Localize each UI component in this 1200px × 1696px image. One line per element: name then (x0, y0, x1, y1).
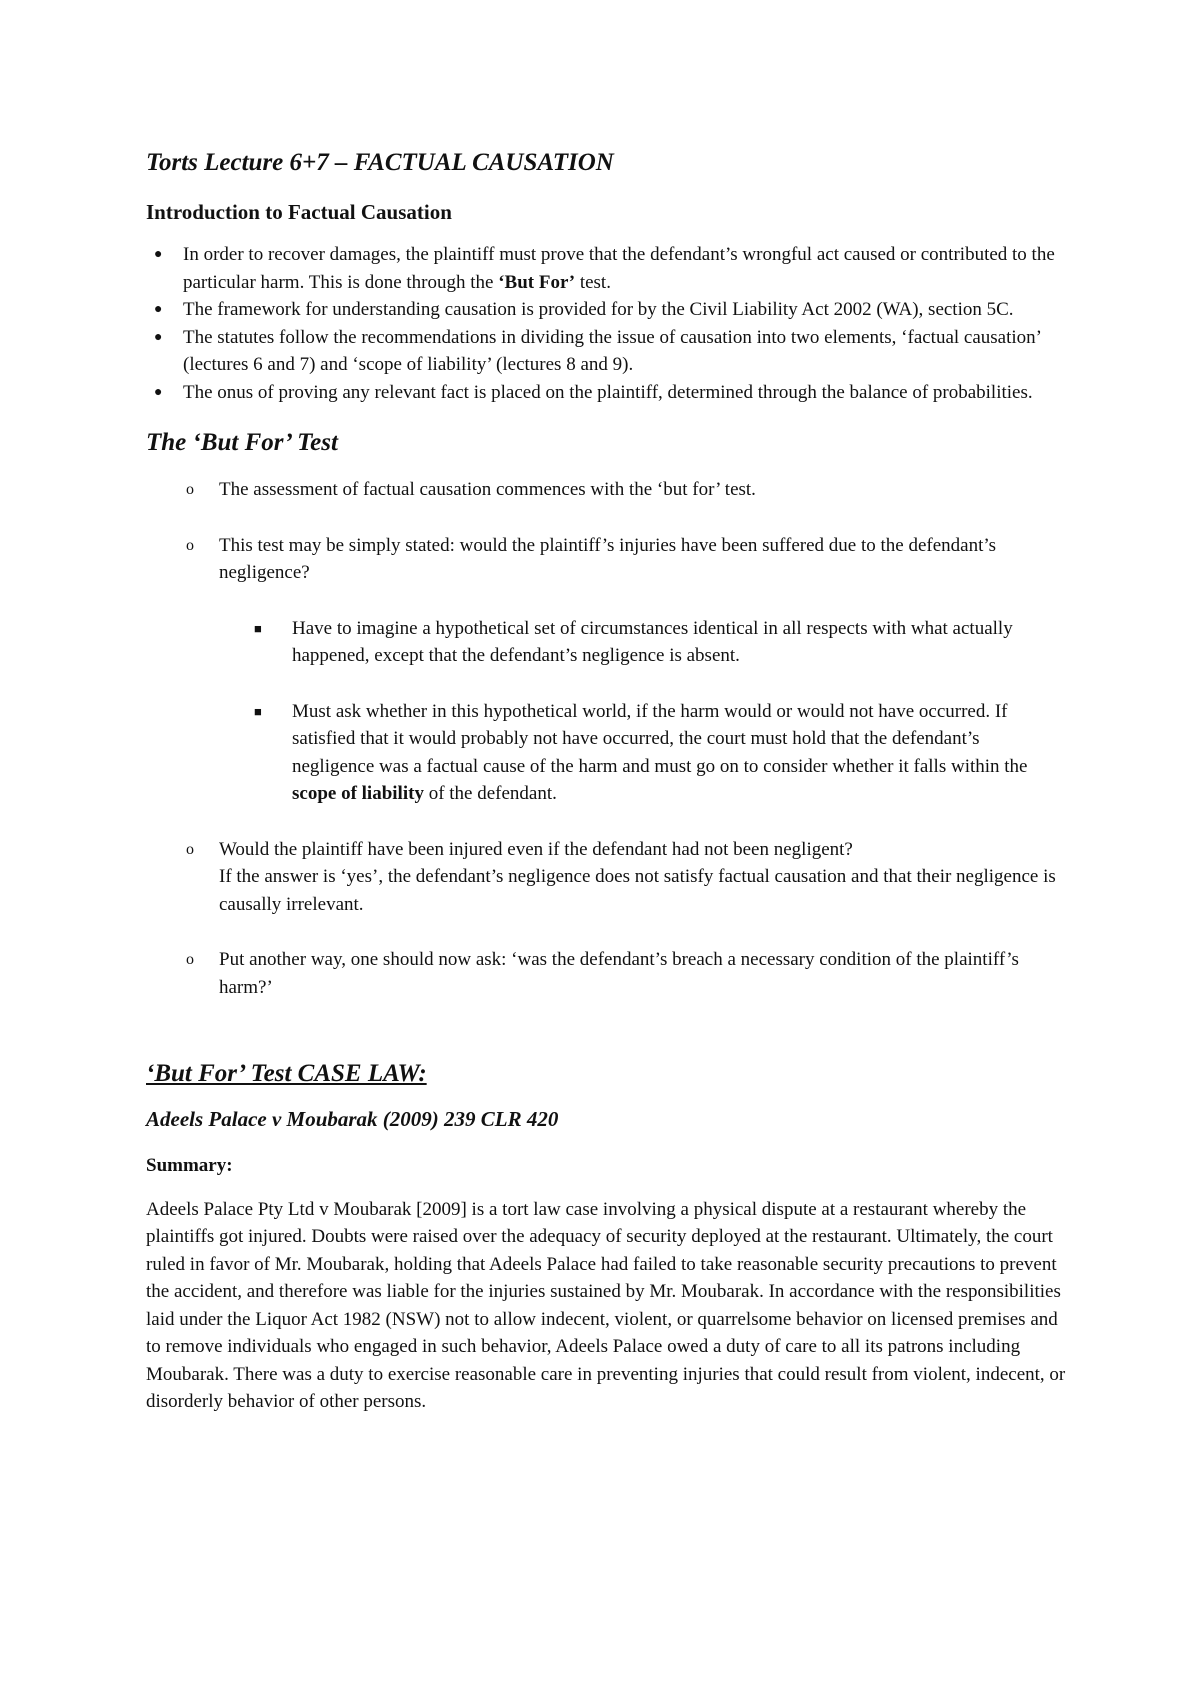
but-for-item: o The assessment of factual causation commences with the ‘but for’ test. (146, 476, 1066, 504)
bullet-dot-icon: ● (154, 384, 163, 400)
but-for-item: o Would the plaintiff have been injured even if the defendant had not been negligent? If the answer is ‘yes’, the defendant’s negligence does not satisfy factual causation and that their negligence is causally irrelevant. (146, 836, 1066, 919)
bullet-dot-icon: ● (154, 247, 163, 263)
document-title: Torts Lecture 6+7 – FACTUAL CAUSATION (146, 149, 614, 176)
summary-label: Summary: (146, 1155, 233, 1177)
but-for-heading: The ‘But For’ Test (146, 429, 338, 457)
bullet-dot-icon: ● (154, 329, 163, 345)
bullet-dot-icon: ● (154, 302, 163, 318)
intro-heading: Introduction to Factual Causation (146, 200, 452, 224)
intro-bullet-list (146, 241, 1066, 406)
document-page (146, 148, 1066, 1416)
case-title: Adeels Palace v Moubarak (2009) 239 CLR 420 (146, 1107, 559, 1132)
but-for-sub-list (146, 615, 1066, 808)
but-for-sub-item: ■ Must ask whether in this hypothetical world, if the harm would or would not have occurred. If satisfied that it would probably not have occurred, the court must hold that the defendant’s negligence was a factual cause of the harm and must go on to consider whether it falls within the scope of liability of the defendant. (146, 698, 1066, 808)
intro-bullet-item: ● The framework for understanding causation is provided for by the Civil Liability Act 2002 (WA), section 5C. (146, 296, 1066, 324)
intro-bullet-item: ● In order to recover damages, the plaintiff must prove that the defendant’s wrongful act caused or contributed to the particular harm. This is done through the ‘But For’ test. (146, 241, 1066, 296)
bullet-circle-icon: o (186, 536, 194, 554)
intro-bullet-item: ● The statutes follow the recommendations in dividing the issue of causation into two elements, ‘factual causation’ (lectures 6 and 7) and ‘scope of liability’ (lectures 8 and 9). (146, 324, 1066, 379)
but-for-item: o Put another way, one should now ask: ‘was the defendant’s breach a necessary condition of the plaintiff’s harm?’ (146, 946, 1066, 1001)
but-for-sub-item: ■ Have to imagine a hypothetical set of circumstances identical in all respects with what actually happened, except that the defendant’s negligence is absent. (146, 615, 1066, 670)
bullet-square-icon: ■ (254, 620, 262, 636)
bullet-circle-icon: o (186, 481, 194, 499)
bullet-square-icon: ■ (254, 703, 262, 719)
summary-paragraph: Adeels Palace Pty Ltd v Moubarak [2009] is a tort law case involving a physical dispute at a restaurant whereby the plaintiffs got injured. Doubts were raised over the adequacy of security deployed at the restaurant. Ultimately, the court ruled in favor of Mr. Moubarak, holding that Adeels Palace had failed to take reasonable security precautions to prevent the accident, and therefore was liable for the injuries sustained by Mr. Moubarak. In accordance with the responsibilities laid under the Liquor Act 1982 (NSW) not to allow indecent, violent, or quarrelsome behavior on licensed premises and to remove individuals who engaged in such behavior, Adeels Palace owed a duty of care to all its patrons including Moubarak. There was a duty to exercise reasonable care in preventing injuries that could result from violent, indecent, or disorderly behavior of other persons. (146, 1198, 1066, 1413)
intro-bullet-item: ● The onus of proving any relevant fact is placed on the plaintiff, determined through the balance of probabilities. (146, 379, 1066, 407)
case-law-heading: ‘But For’ Test CASE LAW: (146, 1060, 427, 1088)
but-for-item: o This test may be simply stated: would the plaintiff’s injuries have been suffered due to the defendant’s negligence? ■ Have to imagine a hypothetical set of circumstances identical in all respects with what actually happened, except that the defendant’s negligence is absent. ■ Must ask whether in this hypothetical world, if the harm would or would not have occurred. If satisfied that it would probably not have occurred, the court must hold that the defendant’s negligence was a factual cause of the harm and must go on to consider whether it falls within the scope of liability of the defendant. (146, 532, 1066, 808)
bullet-circle-icon: o (186, 951, 194, 969)
but-for-list (146, 476, 1066, 1001)
bullet-circle-icon: o (186, 840, 194, 858)
